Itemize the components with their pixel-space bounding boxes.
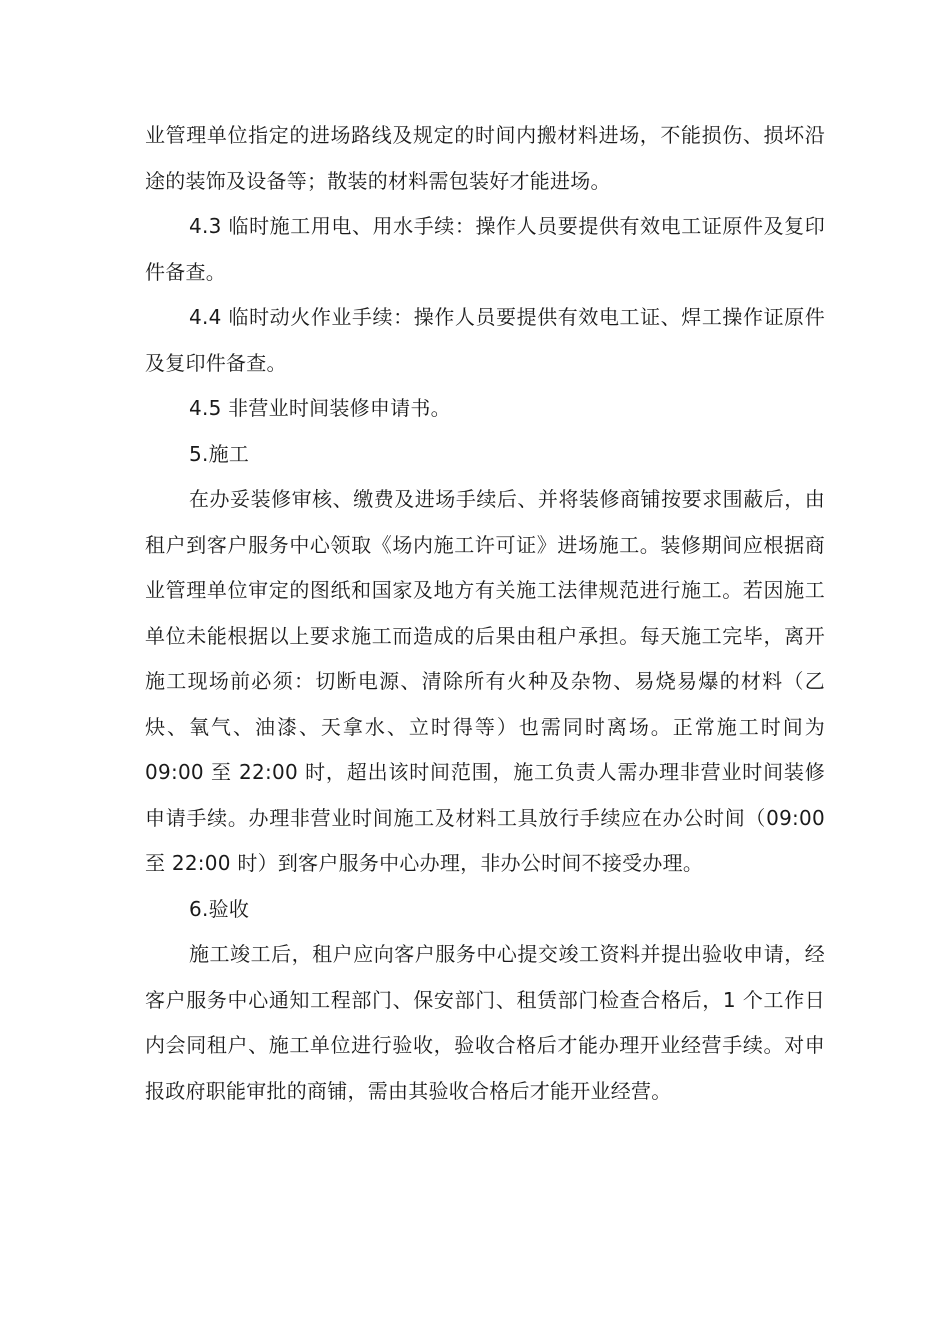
paragraph-4-5-off-hours: 4.5 非营业时间装修申请书。: [189, 396, 451, 420]
document-page: [145, 113, 825, 1114]
paragraph-4-3-electricity-water: 4.3 临时施工用电、用水手续：操作人员要提供有效电工证原件及复印件备查。: [145, 214, 825, 284]
paragraph-acceptance: 施工竣工后，租户应向客户服务中心提交竣工资料并提出验收申请，经客户服务中心通知工程部门、保安部门、租赁部门检查合格后，1 个工作日内会同租户、施工单位进行验收，验收合格后才能办理开业经营手续。对申报政府职能审批的商铺，需由其验收合格后才能开业经营。: [145, 942, 825, 1103]
section-heading-acceptance: 6.验收: [189, 896, 250, 921]
paragraph-continuation: 业管理单位指定的进场路线及规定的时间内搬材料进场，不能损伤、损坏沿途的装饰及设备等；散装的材料需包装好才能进场。: [145, 123, 825, 193]
section-heading-construction: 5.施工: [189, 441, 250, 466]
paragraph-construction: 在办妥装修审核、缴费及进场手续后、并将装修商铺按要求围蔽后，由租户到客户服务中心领取《场内施工许可证》进场施工。装修期间应根据商业管理单位审定的图纸和国家及地方有关施工法律规范进行施工。若因施工单位未能根据以上要求施工而造成的后果由租户承担。每天施工完毕，离开施工现场前必须：切断电源、清除所有火种及杂物、易烧易爆的材料（乙炔、氧气、油漆、天拿水、立时得等）也需同时离场。正常施工时间为 09:00 至 22:00 时，超出该时间范围，施工负责人需办理非营业时间装修申请手续。办理非营业时间施工及材料工具放行手续应在办公时间（09:00 至 22:00 时）到客户服务中心办理，非办公时间不接受办理。: [145, 487, 825, 875]
paragraph-4-4-hot-work: 4.4 临时动火作业手续：操作人员要提供有效电工证、焊工操作证原件及复印件备查。: [145, 305, 825, 375]
